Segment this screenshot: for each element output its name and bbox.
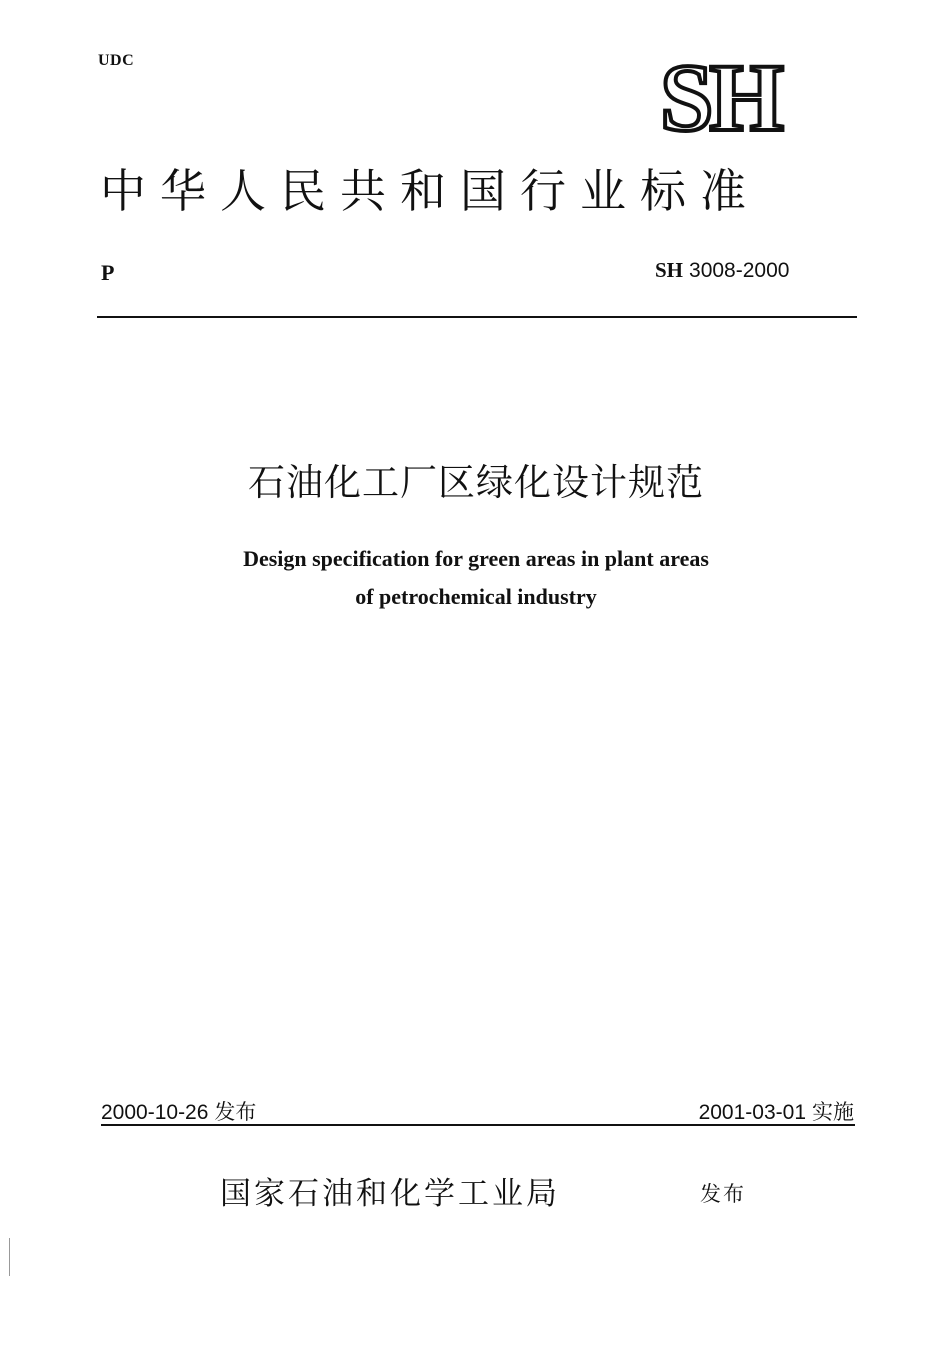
standard-title: 中华人民共和国行业标准: [100, 164, 760, 218]
sh-logo: [640, 44, 800, 151]
header-divider: [97, 316, 857, 318]
english-title-line-2: of petrochemical industry: [355, 584, 597, 609]
publisher-action: 发布: [700, 1182, 746, 1206]
classification-code: P: [101, 260, 115, 285]
implement-date: 2001-03-01: [698, 1101, 806, 1124]
publisher-name: 国家石油和化学工业局: [220, 1176, 560, 1212]
standard-number: [655, 258, 789, 283]
standard-prefix: SH: [655, 258, 684, 282]
chinese-title: 石油化工厂区绿化设计规范: [248, 461, 704, 504]
sh-logo-text: SH: [659, 44, 781, 151]
implement-date-block: [699, 1096, 854, 1126]
standard-code: 3008-2000: [689, 259, 790, 282]
english-title-line-1: Design specification for green areas in plant areas: [243, 546, 709, 571]
implement-label: 实施: [812, 1100, 854, 1124]
issue-date: 2000-10-26: [101, 1101, 209, 1124]
scan-margin-mark: [9, 1238, 10, 1276]
english-title: [0, 540, 952, 616]
footer-divider: [101, 1124, 855, 1126]
issue-label: 发布: [214, 1100, 257, 1124]
udc-label: UDC: [98, 52, 135, 69]
issue-date-block: [101, 1096, 256, 1126]
